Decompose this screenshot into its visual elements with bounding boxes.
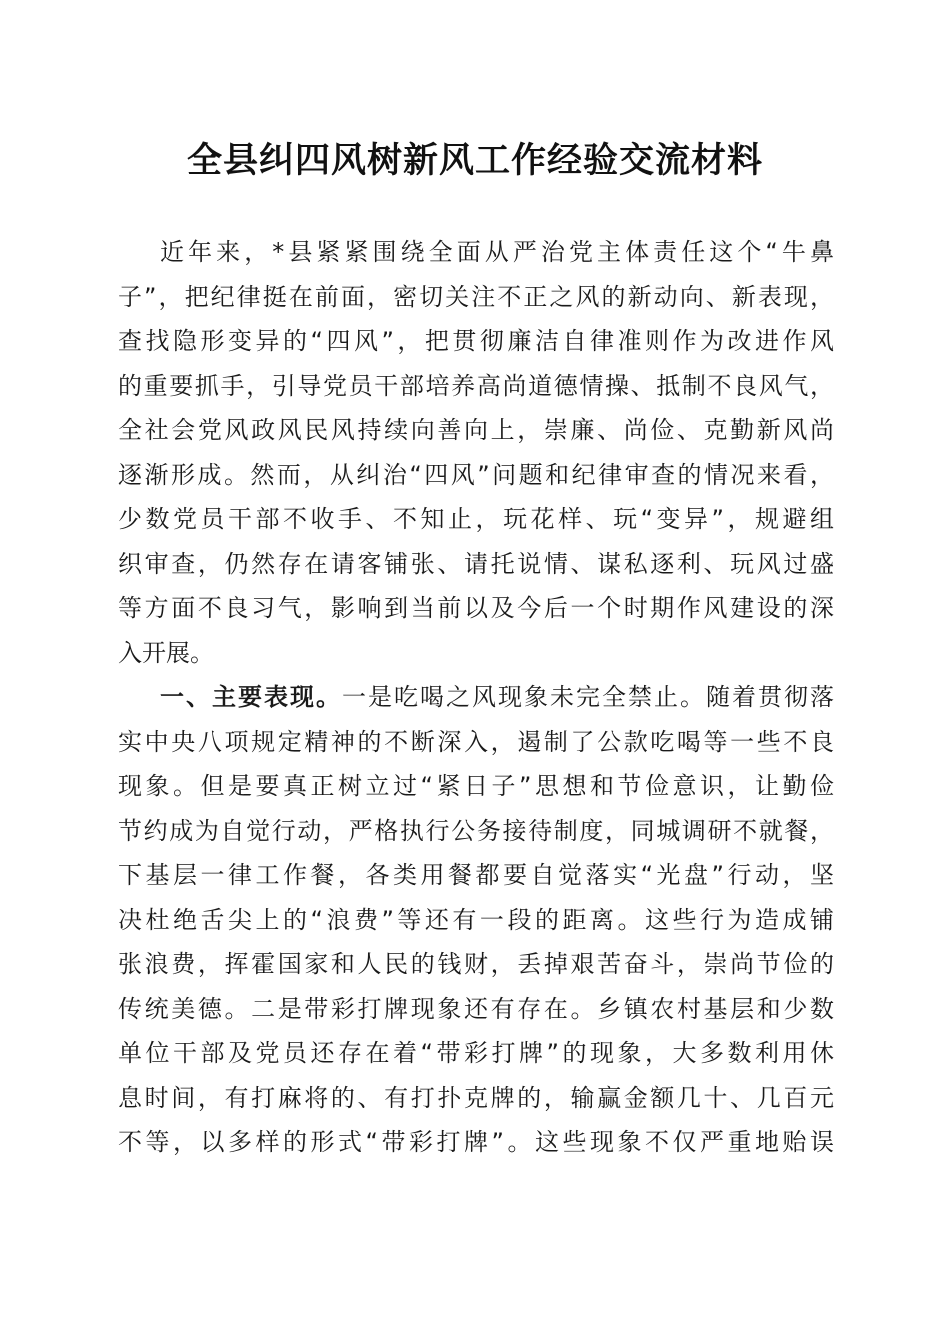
paragraph-line: 入开展。: [118, 638, 214, 667]
paragraph-line: 传统美德。二是带彩打牌现象还有存在。乡镇农村基层和少数: [118, 994, 834, 1023]
document-title: 全县纠四风树新风工作经验交流材料: [186, 140, 763, 181]
paragraph-line: 实中央八项规定精神的不断深入，遏制了公款吃喝等一些不良: [118, 727, 834, 756]
paragraph-line: 现象。但是要真正树立过“紧日子”思想和节俭意识，让勤俭: [118, 772, 834, 800]
paragraph-line-with-heading: [118, 675, 834, 720]
paragraph-line: 的重要抓手，引导党员干部培养高尚道德情操、抵制不良风气，: [118, 371, 834, 400]
section-heading: 一、主要表现。: [160, 683, 342, 711]
paragraph-line: 织审查，仍然存在请客铺张、请托说情、谋私逐利、玩风过盛: [118, 549, 834, 578]
paragraph-line: 近年来，*县紧紧围绕全面从严治党主体责任这个“牛鼻: [160, 238, 834, 266]
paragraph-line: 节约成为自觉行动，严格执行公务接待制度，同城调研不就餐，: [118, 816, 834, 845]
paragraph-line: 单位干部及党员还存在着“带彩打牌”的现象，大多数利用休: [118, 1039, 834, 1067]
document-body: [118, 230, 834, 1165]
paragraph-line: 全社会党风政风民风持续向善向上，崇廉、尚俭、克勤新风尚: [118, 416, 834, 444]
paragraph-line: 少数党员干部不收手、不知止，玩花样、玩“变异”，规避组: [118, 505, 834, 533]
paragraph-line: 息时间，有打麻将的、有打扑克牌的，输赢金额几十、几百元: [118, 1083, 834, 1112]
paragraph-line: 等方面不良习气，影响到当前以及今后一个时期作风建设的深: [118, 594, 834, 622]
paragraph-line: 张浪费，挥霍国家和人民的钱财，丢掉艰苦奋斗，崇尚节俭的: [118, 950, 834, 978]
paragraph-line: 子”，把纪律挺在前面，密切关注不正之风的新动向、新表现，: [118, 282, 834, 311]
section-first-line-text: 一是吃喝之风现象未完全禁止。随着贯彻落: [342, 683, 834, 711]
paragraph-line: 下基层一律工作餐，各类用餐都要自觉落实“光盘”行动，坚: [118, 861, 834, 889]
paragraph-line: 逐渐形成。然而，从纠治“四风”问题和纪律审查的情况来看，: [118, 460, 834, 489]
paragraph-line: 决杜绝舌尖上的“浪费”等还有一段的距离。这些行为造成铺: [118, 905, 834, 934]
paragraph-line: 不等，以多样的形式“带彩打牌”。这些现象不仅严重地贻误: [118, 1128, 834, 1156]
paragraph-line: 查找隐形变异的“四风”，把贯彻廉洁自律准则作为改进作风: [118, 327, 834, 355]
